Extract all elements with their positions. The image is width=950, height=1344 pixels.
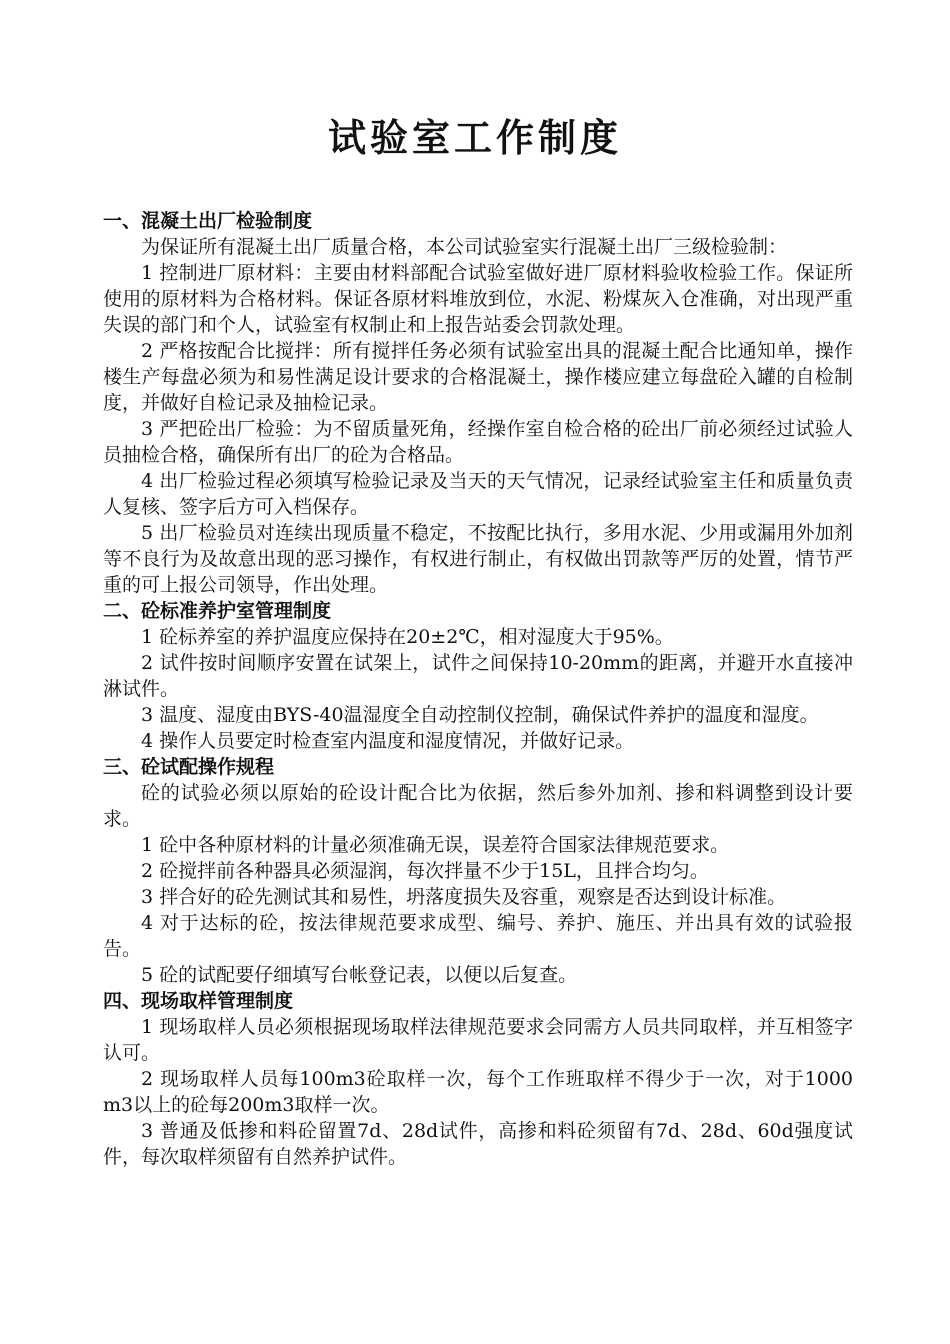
section-heading: 二、砼标准养护室管理制度 bbox=[103, 600, 332, 622]
section-paragraph: 2 试件按时间顺序安置在试架上，试件之间保持10-20mm的距离，并避开水直接冲淋试件。 bbox=[103, 652, 853, 700]
section-paragraph: 1 砼标养室的养护温度应保持在20±2℃，相对湿度大于95%。 bbox=[141, 626, 674, 648]
section-paragraph: 4 出厂检验过程必须填写检验记录及当天的天气情况，记录经试验室主任和质量负责人复核、签字后方可入档保存。 bbox=[103, 470, 853, 518]
section-paragraph: 3 严把砼出厂检验：为不留质量死角，经操作室自检合格的砼出厂前必须经过试验人员抽检合格，确保所有出厂的砼为合格品。 bbox=[103, 418, 853, 466]
page-title: 试验室工作制度 bbox=[327, 115, 622, 160]
section-paragraph: 2 严格按配合比搅拌：所有搅拌任务必须有试验室出具的混凝土配合比通知单，操作楼生产每盘必须为和易性满足设计要求的合格混凝土，操作楼应建立每盘砼入罐的自检制度，并做好自检记录及抽检记录。 bbox=[103, 340, 853, 414]
section-paragraph: 砼的试验必须以原始的砼设计配合比为依据，然后参外加剂、掺和料调整到设计要求。 bbox=[103, 782, 853, 830]
section-paragraph: 1 控制进厂原材料：主要由材料部配合试验室做好进厂原材料验收检验工作。保证所使用的原材料为合格材料。保证各原材料堆放到位，水泥、粉煤灰入仓准确，对出现严重失误的部门和个人，试验室有权制止和上报告站委会罚款处理。 bbox=[103, 262, 853, 336]
section-heading: 四、现场取样管理制度 bbox=[103, 990, 294, 1012]
section-paragraph: 5 出厂检验员对连续出现质量不稳定，不按配比执行，多用水泥、少用或漏用外加剂等不良行为及故意出现的恶习操作，有权进行制止，有权做出罚款等严厉的处置，情节严重的可上报公司领导，作出处理。 bbox=[103, 522, 853, 596]
section-paragraph: 为保证所有混凝土出厂质量合格，本公司试验室实行混凝土出厂三级检验制： bbox=[141, 236, 788, 258]
section-heading: 一、混凝土出厂检验制度 bbox=[103, 210, 313, 232]
section-paragraph: 5 砼的试配要仔细填写台帐登记表，以便以后复查。 bbox=[141, 964, 578, 986]
section-paragraph: 2 现场取样人员每100m3砼取样一次，每个工作班取样不得少于一次，对于1000 m3以上的砼每200m3取样一次。 bbox=[103, 1068, 853, 1116]
section-paragraph: 1 现场取样人员必须根据现场取样法律规范要求会同需方人员共同取样，并互相签字认可。 bbox=[103, 1016, 853, 1064]
section-paragraph: 1 砼中各种原材料的计量必须准确无误，误差符合国家法律规范要求。 bbox=[141, 834, 730, 856]
section-paragraph: 2 砼搅拌前各种器具必须湿润，每次拌量不少于15L，且拌合均匀。 bbox=[141, 860, 709, 882]
section-paragraph: 3 温度、湿度由BYS-40温湿度全自动控制仪控制，确保试件养护的温度和湿度。 bbox=[141, 704, 819, 726]
section-paragraph: 4 操作人员要定时检查室内温度和湿度情况，并做好记录。 bbox=[141, 730, 635, 752]
document-body bbox=[103, 208, 853, 1170]
section-paragraph: 4 对于达标的砼，按法律规范要求成型、编号、养护、施压、并出具有效的试验报告。 bbox=[103, 912, 853, 960]
section-paragraph: 3 普通及低掺和料砼留置7d、28d试件，高掺和料砼须留有7d、28d、60d强度试件，每次取样须留有自然养护试件。 bbox=[103, 1120, 853, 1168]
section-heading: 三、砼试配操作规程 bbox=[103, 756, 275, 778]
section-paragraph: 3 拌合好的砼先测试其和易性，坍落度损失及容重，观察是否达到设计标准。 bbox=[141, 886, 787, 908]
